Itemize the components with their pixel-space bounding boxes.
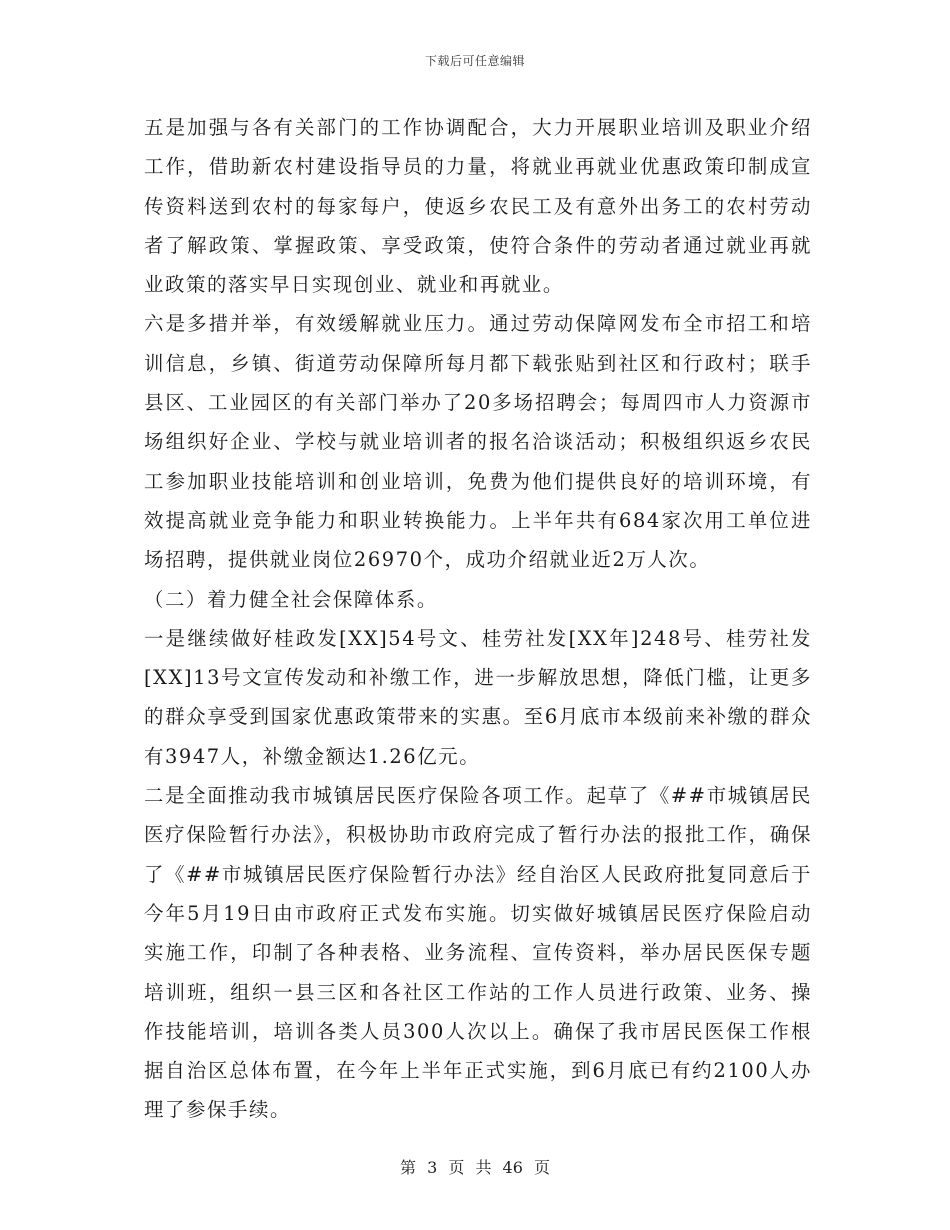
section-heading-social-security: （二）着力健全社会保障体系。 — [144, 587, 438, 611]
page-footer: 第 3 页 共 46 页 — [400, 1158, 550, 1177]
paragraph-employment-coordination: 五是加强与各有关部门的工作协调配合，大力开展职业培训及职业介绍工作，借助新农村建设指导员的力量，将就业再就业优惠政策印制成宣传资料送到农村的每家每户，使返乡农民工及有意外出务工的农村劳动者了解政策、掌握政策、享受政策，使符合条件的劳动者通过就业再就业政策的落实早日实现创业、就业和再就业。 — [144, 116, 812, 297]
document-body — [144, 108, 812, 1130]
page-header: 下载后可任意编辑 — [424, 54, 525, 68]
paragraph-policy-supplementary-payment: 一是继续做好桂政发[XX]54号文、桂劳社发[XX年]248号、桂劳社发[XX]13号文宣传发动和补缴工作，进一步解放思想，降低门槛，让更多的群众享受到国家优惠政策带来的实惠。至6月底市本级前来补缴的群众有3947人，补缴金额达1.26亿元。 — [144, 626, 812, 768]
paragraph-medical-insurance: 二是全面推动我市城镇居民医疗保险各项工作。起草了《##市城镇居民医疗保险暂行办法》，积极协助市政府完成了暂行办法的报批工作，确保了《##市城镇居民医疗保险暂行办法》经自治区人民政府批复同意后于今年5月19日由市政府正式发布实施。切实做好城镇居民医疗保险启动实施工作，印制了各种表格、业务流程、宣传资料，举办居民医保专题培训班，组织一县三区和各社区工作站的工作人员进行政策、业务、操作技能培训，培训各类人员300人次以上。确保了我市居民医保工作根据自治区总体布置，在今年上半年正式实施，到6月底已有约2100人办理了参保手续。 — [144, 784, 812, 1122]
paragraph-employment-measures: 六是多措并举，有效缓解就业压力。通过劳动保障网发布全市招工和培训信息，乡镇、街道劳动保障所每月都下载张贴到社区和行政村；联手县区、工业园区的有关部门举办了20多场招聘会；每周四市人力资源市场组织好企业、学校与就业培训者的报名洽谈活动；积极组织返乡农民工参加职业技能培训和创业培训，免费为他们提供良好的培训环境，有效提高就业竞争能力和职业转换能力。上半年共有684家次用工单位进场招聘，提供就业岗位26970个，成功介绍就业近2万人次。 — [144, 312, 812, 572]
